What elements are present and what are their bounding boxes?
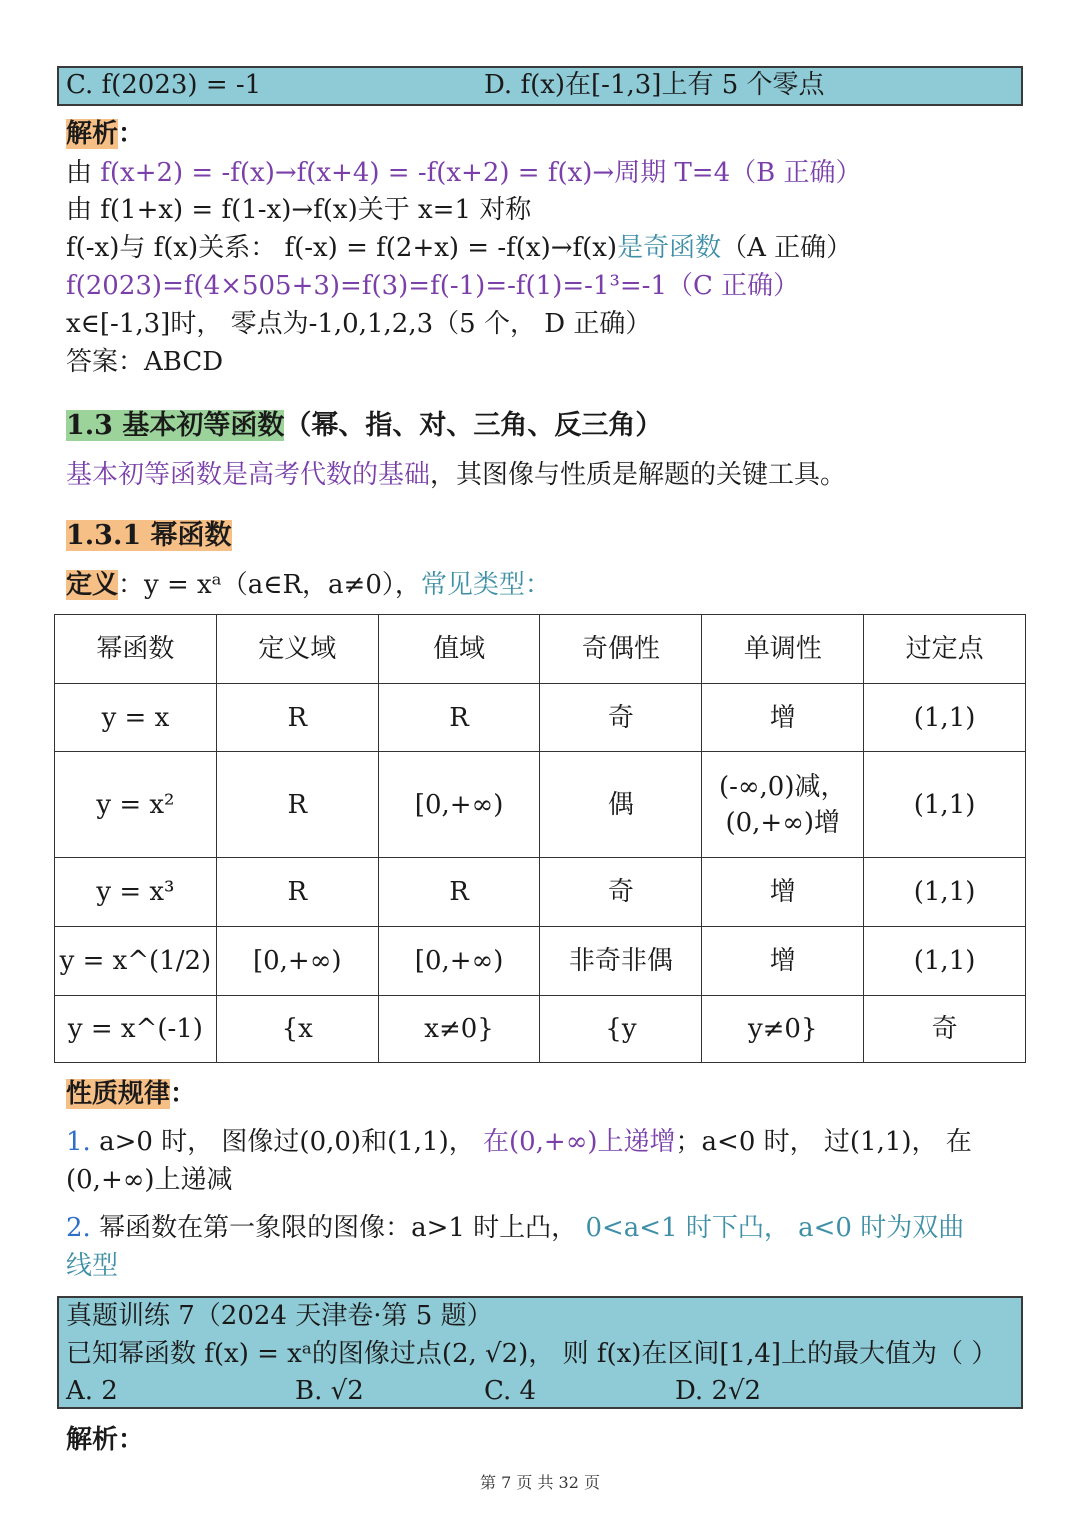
properties-label: 性质规律 [66, 1079, 171, 1109]
page-footer: 第 7 页 共 32 页 [480, 1473, 600, 1492]
table-cell: y = x^(-1) [55, 996, 217, 1063]
table-header: 幂函数 [55, 615, 217, 684]
property-1: 1. a>0 时， 图像过(0,0)和(1,1)， 在(0,+∞)上递增；a<0 时， 过(1,1)， 在 [66, 1127, 972, 1157]
definition-label: 定义 [66, 570, 119, 600]
table-row [55, 752, 1026, 858]
table-header: 奇偶性 [540, 615, 702, 684]
table-row [55, 996, 1026, 1063]
table-cell: 奇 [540, 684, 702, 752]
section-1-3-1-title: 1.3.1 幂函数 [66, 520, 232, 551]
definition-line: 定义：y = xᵃ（a∈R，a≠0），常见类型： [66, 570, 551, 600]
table-cell: R [378, 684, 540, 752]
table-cell: y = x [55, 684, 217, 752]
table-header: 定义域 [216, 615, 378, 684]
analysis-line-3: f(-x)与 f(x)关系： f(-x) = f(2+x) = -f(x)→f(x)是奇函数（A 正确） [66, 233, 853, 263]
table-cell: x≠0} [378, 996, 540, 1063]
table-cell: y = x² [55, 752, 217, 858]
analysis-answer: 答案：ABCD [66, 347, 224, 377]
section-1-3-heading: 1.3 基本初等函数（幂、指、对、三角、反三角） [66, 410, 663, 441]
table-cell: R [216, 858, 378, 927]
analysis-line-2: 由 f(1+x) = f(1-x)→f(x)关于 x=1 对称 [66, 195, 532, 225]
option-d: D. f(x)在[-1,3]上有 5 个零点 [484, 70, 825, 100]
table-cell: [0,+∞) [378, 752, 540, 858]
exercise-option-a: A. 2 [66, 1376, 118, 1406]
analysis-line-5: x∈[-1,3]时， 零点为-1,0,1,2,3（5 个， D 正确） [66, 309, 652, 339]
table-cell: 增 [702, 927, 864, 996]
table-cell: 奇 [540, 858, 702, 927]
table-header: 过定点 [864, 615, 1026, 684]
table-cell: {y [540, 996, 702, 1063]
table-row [55, 927, 1026, 996]
table-cell: (1,1) [864, 684, 1026, 752]
table-header-row [55, 615, 1026, 684]
exercise-option-c: C. 4 [484, 1376, 537, 1406]
table-cell: 增 [702, 684, 864, 752]
table-row [55, 858, 1026, 927]
table-cell: 非奇非偶 [540, 927, 702, 996]
table-cell: 偶 [540, 752, 702, 858]
exercise-question: 已知幂函数 f(x) = xᵃ的图像过点(2, √2)， 则 f(x)在区间[1,4]上的最大值为（ ） [66, 1339, 998, 1369]
analysis-2-label: 解析 [66, 1425, 119, 1455]
property-2-cont: 线型 [66, 1251, 119, 1281]
option-c: C. f(2023) = -1 [66, 70, 262, 100]
table-cell: y = x³ [55, 858, 217, 927]
table-cell: 增 [702, 858, 864, 927]
section-1-3-intro: 基本初等函数是高考代数的基础，其图像与性质是解题的关键工具。 [66, 460, 847, 490]
analysis-2-heading: 解析： [66, 1425, 145, 1455]
table-row [55, 684, 1026, 752]
table-header: 单调性 [702, 615, 864, 684]
table-cell: R [378, 858, 540, 927]
table-cell: y = x^(1/2) [55, 927, 217, 996]
table-cell: (1,1) [864, 858, 1026, 927]
exercise-option-d: D. 2√2 [675, 1376, 762, 1406]
table-cell: R [216, 752, 378, 858]
analysis-line-1: 由 f(x+2) = -f(x)→f(x+4) = -f(x+2) = f(x)→周期 T=4（B 正确） [66, 158, 862, 188]
property-1-cont: (0,+∞)上递减 [66, 1165, 233, 1195]
property-number: 2. [66, 1213, 91, 1243]
power-function-table [54, 614, 1026, 1063]
property-2: 2. 幂函数在第一象限的图像：a>1 时上凸， 0<a<1 时下凸， a<0 时为双曲 [66, 1213, 965, 1243]
table-cell: (1,1) [864, 927, 1026, 996]
exercise-option-b: B. √2 [295, 1376, 364, 1406]
table-cell: (-∞,0)减， (0,+∞)增 [702, 752, 864, 858]
table-cell: y≠0} [702, 996, 864, 1063]
table-cell: [0,+∞) [378, 927, 540, 996]
properties-heading: 性质规律： [66, 1079, 197, 1109]
table-header: 值域 [378, 615, 540, 684]
exercise-title: 真题训练 7（2024 天津卷·第 5 题） [66, 1301, 493, 1331]
table-cell: (1,1) [864, 752, 1026, 858]
property-number: 1. [66, 1127, 91, 1157]
analysis-label: 解析 [66, 119, 119, 149]
analysis-line-4: f(2023)=f(4×505+3)=f(3)=f(-1)=-f(1)=-1³=-1（C 正确） [66, 271, 800, 301]
table-cell: {x [216, 996, 378, 1063]
table-cell: 奇 [864, 996, 1026, 1063]
table-cell: R [216, 684, 378, 752]
section-1-3-title: 1.3 基本初等函数 [66, 410, 285, 441]
section-1-3-1-heading [66, 518, 232, 554]
table-cell: [0,+∞) [216, 927, 378, 996]
analysis-heading: 解析： [66, 119, 145, 149]
